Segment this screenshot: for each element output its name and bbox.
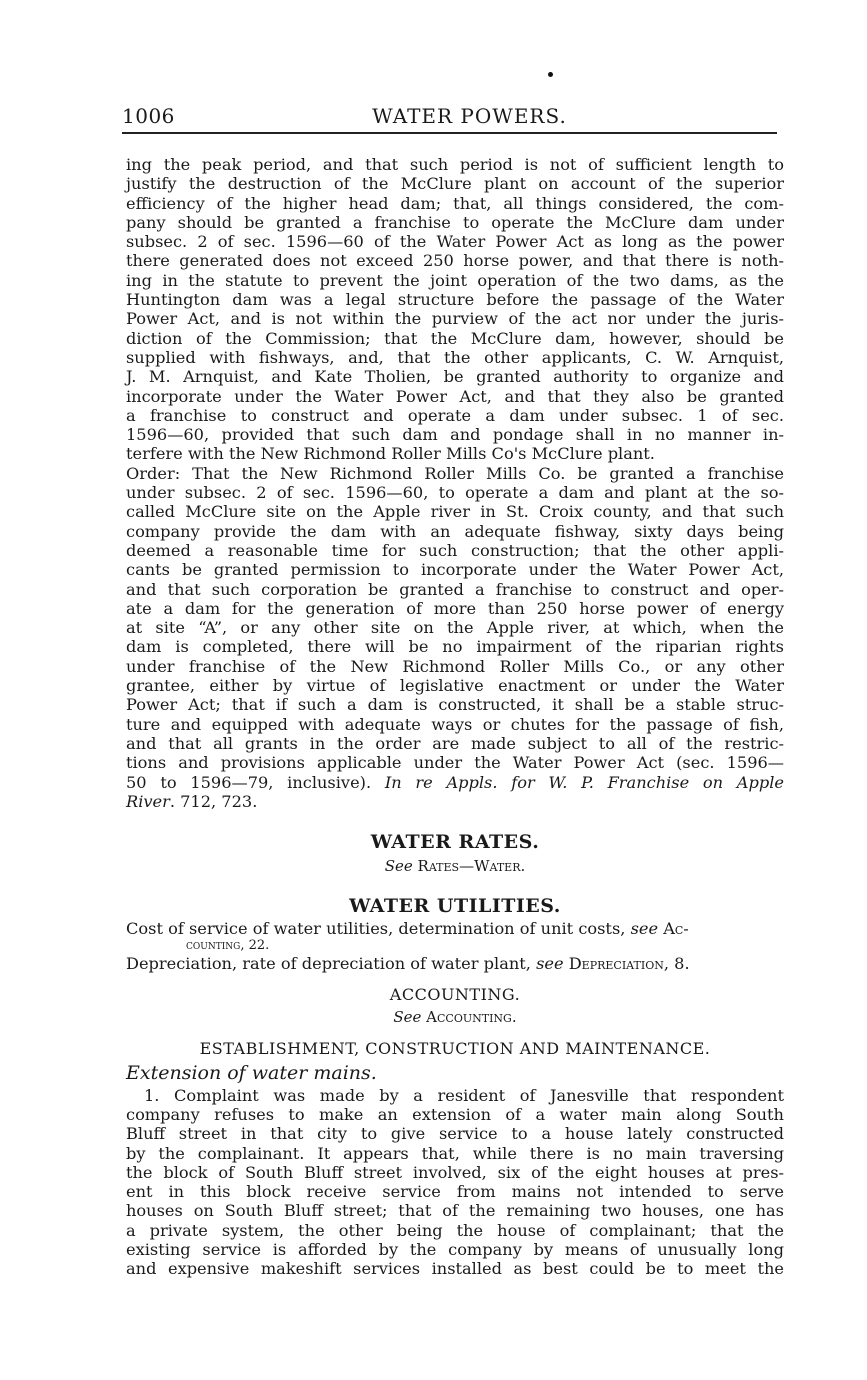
text-line: deemed a reasonable time for such construction; that the other appli- (126, 540, 784, 560)
page-number: 1006 (122, 104, 175, 128)
text-line: Order: That the New Richmond Roller Mills Co. be granted a franchise (126, 463, 784, 483)
entry-text: Depreciation, rate of depreciation of water plant, (126, 954, 531, 974)
text-line: a private system, the other being the house of complainant; that the (126, 1220, 784, 1240)
text-line: and expensive makeshift services installed as best could be to meet the (126, 1259, 784, 1279)
section-heading: WATER RATES. (370, 831, 540, 854)
text-line: tions and provisions applicable under the Water Power Act (sec. 1596— (126, 753, 784, 773)
subsection-heading: ACCOUNTING. (389, 984, 521, 1004)
text-line: Power Act, and is not within the purview of the act nor under the juris- (126, 309, 784, 329)
see-word: see (630, 919, 659, 939)
citation-line (126, 773, 784, 792)
text-line: ing in the statute to prevent the joint operation of the two dams, as the (126, 270, 784, 290)
subsection-heading: ESTABLISHMENT, CONSTRUCTION AND MAINTENANCE. (199, 1038, 711, 1058)
text-line: at site “A”, or any other site on the Apple river, at which, when the (126, 618, 784, 638)
text-line: under subsec. 2 of sec. 1596—60, to operate a dam and plant at the so- (126, 483, 784, 503)
case-name: In re Appls. for W. P. Franchise on Apple (384, 772, 784, 792)
text-line: the block of South Bluff street involved, six of the eight houses at pres- (126, 1162, 784, 1182)
text-line: justify the destruction of the McClure plant on account of the superior (126, 174, 784, 194)
see-reference (126, 855, 784, 877)
text-line: J. M. Arnquist, and Kate Tholien, be granted authority to organize and (126, 367, 784, 387)
see-reference (126, 1006, 784, 1028)
text-line: there generated does not exceed 250 horse power, and that there is noth- (126, 251, 784, 271)
case-name: River (126, 791, 170, 811)
text-line: incorporate under the Water Power Act, and that they also be granted (126, 386, 784, 406)
cross-reference: Rates—Water. (417, 857, 526, 876)
text-line: pany should be granted a franchise to operate the McClure dam under (126, 212, 784, 232)
text-line: grantee, either by virtue of legislative enactment or under the Water (126, 676, 784, 696)
accounting-section (126, 984, 784, 1028)
side-heading: Extension of water mains. (126, 1061, 377, 1084)
text-line: houses on South Bluff street; that of the remaining two houses, one has (126, 1201, 784, 1221)
see-word: See (384, 857, 413, 876)
text-line: Huntington dam was a legal structure before the passage of the Water (126, 290, 784, 310)
citation-text: 50 to 1596—79, inclusive). (126, 772, 372, 792)
cross-reference: Depreciation, 8. (568, 954, 690, 974)
see-word: see (536, 954, 564, 974)
cross-reference: Accounting. (426, 1007, 517, 1026)
entry-text: Cost of service of water utilities, determination of unit costs, (126, 919, 626, 939)
text-line: ing the peak period, and that such period is not of sufficient length to (126, 155, 784, 174)
index-entry (126, 954, 784, 973)
running-head: WATER POWERS. (372, 104, 567, 128)
text-line: called McClure site on the Apple river in St. Croix county, and that such (126, 502, 784, 522)
text-line: diction of the Commission; that the McClure dam, however, should be (126, 328, 784, 348)
text-line: a franchise to construct and operate a dam under subsec. 1 of sec. (126, 405, 784, 425)
citation-pages: . 712, 723. (169, 791, 258, 811)
see-word: See (393, 1007, 422, 1026)
text-line: ent in this block receive service from mains not intended to serve (126, 1182, 784, 1202)
text-line: efficiency of the higher head dam; that, all things considered, the com- (126, 193, 784, 213)
text-line: Power Act; that if such a dam is constructed, it shall be a stable struc- (126, 695, 784, 715)
text-line: company refuses to make an extension of a water main along South (126, 1104, 784, 1124)
index-entry-continuation: counting, 22. (186, 938, 270, 954)
cross-reference: Ac- (663, 919, 689, 939)
text-line: supplied with fishways, and, that the other applicants, C. W. Arnquist, (126, 347, 784, 367)
text-line: subsec. 2 of sec. 1596—60 of the Water Power Act as long as the power (126, 232, 784, 252)
continued-paragraph (126, 155, 784, 811)
text-line: by the complainant. It appears that, while there is no main traversing (126, 1143, 784, 1163)
water-utilities-section (126, 893, 784, 974)
text-line: company provide the dam with an adequate fishway, sixty days being (126, 521, 784, 541)
text-line: ate a dam for the generation of more than 250 horse power of energy (126, 598, 784, 618)
print-speck (548, 72, 553, 77)
water-rates-section (126, 829, 784, 877)
text-line: existing service is afforded by the company by means of unusually long (126, 1240, 784, 1260)
text-line: terfere with the New Richmond Roller Mills Co's McClure plant. (126, 444, 655, 464)
text-line: and that such corporation be granted a franchise to construct and oper- (126, 579, 784, 599)
index-entry (126, 919, 784, 938)
section-heading: WATER UTILITIES. (349, 895, 561, 918)
citation-line (126, 792, 784, 811)
text-line: and that all grants in the order are made subject to all of the restric- (126, 733, 784, 753)
establishment-section (126, 1038, 784, 1279)
text-line: cants be granted permission to incorporate under the Water Power Act, (126, 560, 784, 580)
text-line: under franchise of the New Richmond Roller Mills Co., or any other (126, 656, 784, 676)
text-line: ture and equipped with adequate ways or chutes for the passage of fish, (126, 714, 784, 734)
page-body (126, 155, 784, 1279)
text-line: 1596—60, provided that such dam and pondage shall in no manner in- (126, 425, 784, 445)
page-header (122, 104, 777, 134)
text-line: Bluff street in that city to give service to a house lately constructed (126, 1124, 784, 1144)
text-line: 1. Complaint was made by a resident of Janesville that respondent (144, 1085, 784, 1105)
text-line: dam is completed, there will be no impairment of the riparian rights (126, 637, 784, 657)
